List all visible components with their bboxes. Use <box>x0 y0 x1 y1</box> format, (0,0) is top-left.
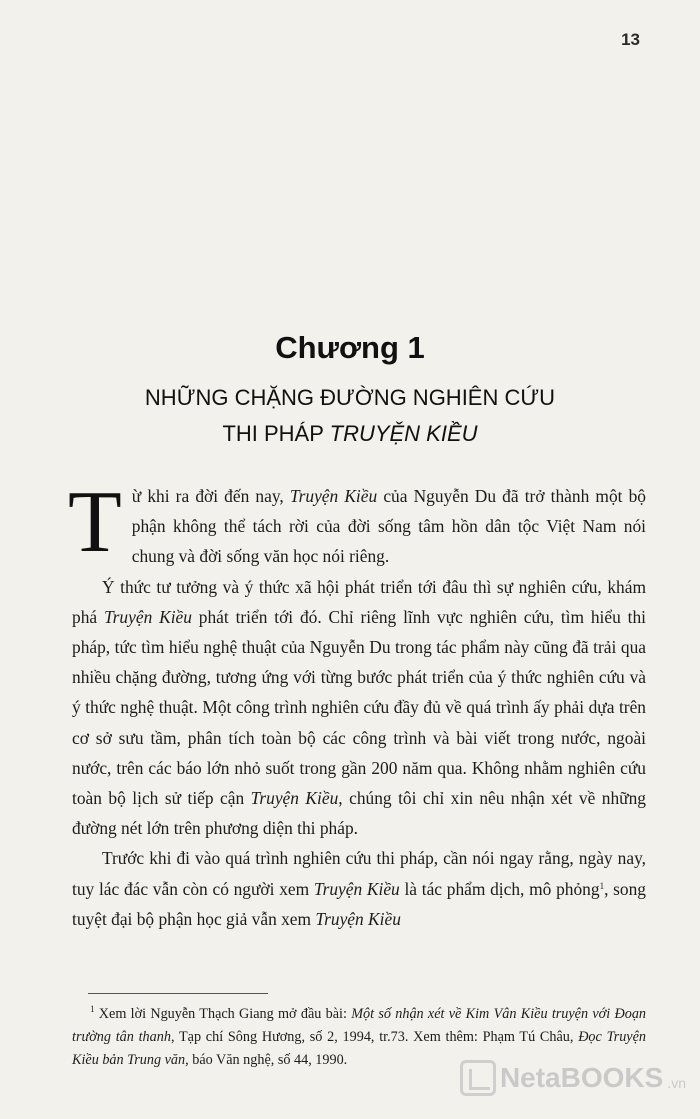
footnote-ref: 1 <box>599 880 605 891</box>
watermark-suffix: .vn <box>667 1075 686 1091</box>
p3-text-3: , song tuyệt đại bộ phận học giả vẫn xem <box>72 878 646 929</box>
paragraph-3 <box>72 843 646 934</box>
paragraph-2 <box>72 572 646 844</box>
fn-text-3: , báo Văn nghệ, số 44, 1990. <box>185 1052 348 1068</box>
drop-cap: T <box>68 474 122 571</box>
footnote-number: 1 <box>90 1004 95 1014</box>
fn-text-1: Xem lời Nguyễn Thạch Giang mở đầu bài: <box>94 1006 352 1022</box>
fn-text-2: , Tạp chí Sông Hương, số 2, 1994, tr.73. Xem thêm: Phạm Tú Châu, <box>170 1029 579 1045</box>
p2-italic-2: Truyện Kiều, <box>250 788 343 809</box>
p3-text-1: Trước khi đi vào quá trình nghiên cứu thi pháp, cần nói ngay rằng, ngày nay, tuy lác đác vẫn còn có người xem <box>72 848 646 899</box>
p2-italic-1: Truyện Kiều <box>103 606 192 627</box>
chapter-title-line-2 <box>0 416 700 452</box>
p2-text-3: chúng tôi chỉ xin nêu nhận xét về những đường nét lớn trên phương diện thi pháp. <box>72 788 646 839</box>
chapter-title-italic: TRUYỆN KIỀU <box>329 421 478 446</box>
p2-text-2: phát triển tới đó. Chỉ riêng lĩnh vực nghiên cứu, tìm hiểu thi pháp, tức tìm hiểu nghệ thuật của Nguyễn Du trong tác phẩm này cũng đã trải qua nhiều chặng đường, tương ứng với từng bước phát triển của ý thức nghiên cứu và ý thức nghệ thuật. Một công trình nghiên cứu đầy đủ về quá trình ấy phải dựa trên cơ sở sưu tầm, phân tích toàn bộ các công trình và bài viết trong nước, ngoài nước, trên các báo lớn nhỏ suốt trong gần 200 năm qua. Không nhằm nghiên cứu toàn bộ lịch sử tiếp cận <box>72 606 646 809</box>
p1-text-2: của Nguyễn Du đã trở thành một bộ phận không thể tách rời của đời sống tâm hồn dân tộc Việt Nam nói chung và đời sống văn học nói riêng. <box>131 486 647 567</box>
p1-italic-1: Truyện Kiều <box>289 486 378 506</box>
watermark <box>460 1060 686 1096</box>
fn-italic-2: Đọc Truyện Kiều bản Trung văn <box>72 1029 646 1068</box>
p2-text-1: Ý thức tư tưởng và ý thức xã hội phát triển tới đâu thì sự nghiên cứu, khám phá <box>72 576 646 627</box>
paragraph-1 <box>68 474 647 572</box>
watermark-brand: NetaBOOKS <box>499 1062 664 1093</box>
p1-text-1: ừ khi ra đời đến nay, <box>131 486 290 506</box>
chapter-title <box>0 380 700 452</box>
fn-italic-1: Một số nhận xét về Kim Vân Kiều truyện với Đoạn trường tân thanh <box>72 1006 647 1045</box>
p3-text-2: là tác phẩm dịch, mô phỏng <box>399 878 600 899</box>
chapter-title-line-1: NHỮNG CHẶNG ĐƯỜNG NGHIÊN CỨU <box>144 385 556 410</box>
body-text <box>68 474 647 934</box>
footnote-divider <box>88 993 268 994</box>
chapter-label: Chương 1 <box>275 330 425 365</box>
chapter-title-prefix: THI PHÁP <box>222 421 330 446</box>
p3-italic-1: Truyện Kiều <box>313 878 400 899</box>
netabooks-logo-icon <box>460 1060 496 1096</box>
p3-italic-2: Truyện Kiều <box>315 908 401 929</box>
page-number: 13 <box>621 30 640 49</box>
